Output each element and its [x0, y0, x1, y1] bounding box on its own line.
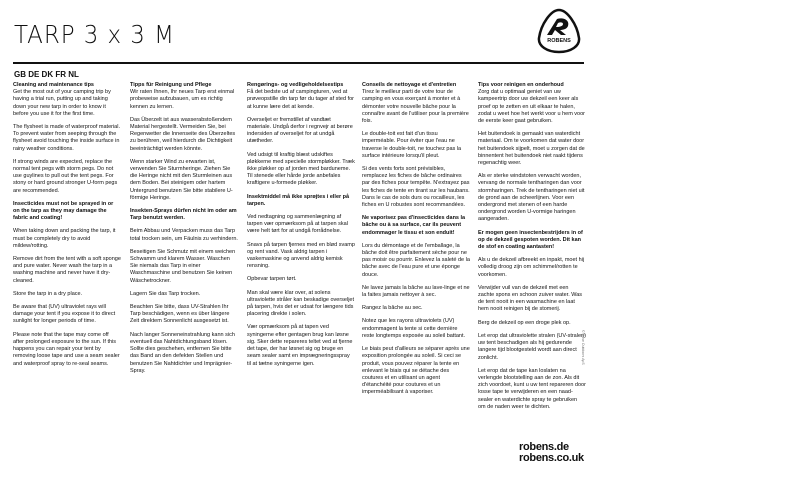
- warning-paragraph: Ne vaporisez pas d'insecticides dans la bâche ou à sa surface, car ils peuvent endommager le tissu et son enduit!: [362, 215, 466, 236]
- paragraph: Lors du démontage et de l'emballage, la bâche doit être parfaitement sèche pour ne pas moisir ou pourrir. Enlevez la saleté de la bâche avec de l'eau pure et une éponge douce.: [362, 242, 470, 278]
- header-divider: [13, 62, 584, 64]
- robens-logo: [537, 8, 581, 54]
- paragraph: Beachten Sie bitte, dass UV-Strahlen Ihr Tarp beschädigen, wenn es über längere Zeit direktem Sonnenlicht ausgesetzt ist.: [130, 304, 230, 325]
- paragraph: Si des vents forts sont prévisibles, remplacez les fiches de bâche ordinaires par des fiches pour tempête. N'extrayez pas les fiches de tente en tirant sur les haubans. Dans le cas de sols durs ou rocailleux, les fiches en U robustes sont recommandées.: [362, 166, 470, 209]
- column-gb: [13, 82, 121, 374]
- paragraph: Het buitendoek is gemaakt van waterdicht materiaal. Om te voorkomen dat water door het buitendoek sijpelt, moet u zorgen dat de binnentent het buitendoek niet raakt tijdens regenachtig weer.: [478, 131, 585, 167]
- section-heading: Tips voor reinigen en onderhoud: [478, 82, 564, 88]
- paragraph: Als er sterke windstoten verwacht worden, vervang de normale tentharingen dan voor stormharingen. Trek de tentharingen niet uit de grond aan de scheerlijnen. Voor een ondergrond met stenen of een harde ondergrond worden U-vormige haringen aangeraden.: [478, 173, 585, 223]
- paragraph: Lagern Sie das Tarp trocken.: [130, 290, 201, 297]
- paragraph: Be aware that (UV) ultraviolet rays will damage your tent if you expose it to direct sunlight for longer periods of time.: [13, 304, 116, 325]
- column-nl: [478, 82, 586, 417]
- paragraph: Zorg dat u optimaal geniet van uw kampeertrip door uw dekzeil een keer als proef op te zetten en uit elkaar te halen, zodat u weet hoe het werkt voor u hem voor de eerste keer gaat gebruiken.: [478, 89, 586, 125]
- footer-websites: [519, 442, 584, 464]
- paragraph: Le double-toit est fait d'un tissu imperméable. Pour éviter que l'eau ne traverse le double-toit, ne touchez pas la surface intérieure lorsqu'il pleut.: [362, 131, 462, 159]
- paragraph: Beim Abbau und Verpacken muss das Tarp total trocken sein, um Fäulnis zu verhindern.: [130, 228, 238, 242]
- language-codes: GB DE DK FR NL: [14, 70, 79, 79]
- warning-paragraph: Insektmiddel må ikke sprøjtes i eller på tarpen.: [247, 193, 350, 207]
- paragraph: Wenn starker Wind zu erwarten ist, verwenden Sie Sturmheringe. Ziehen Sie die Heringe nicht mit den Sturmleinen aus dem Boden. Bei steinigem oder hartem Untergrund benutzen Sie bitte stabilere U-förmige Heringe.: [130, 158, 233, 201]
- paragraph: Ne lavez jamais la bâche au lave-linge et ne la faites jamais nettoyer à sec.: [362, 284, 470, 299]
- paragraph: Nach langer Sonneneinstrahlung kann sich eventuell das Nahtdichtungsband lösen. Sollte dies geschehen, entfernen Sie bitte das Band an den defekten Stellen und benutzen Sie Nahtdichter und Imprägnier-Spray.: [130, 331, 235, 374]
- paragraph: Get the most out of your camping trip by having a trial run, putting up and taking down your new tarp in order to know it before you use it for the first time.: [13, 89, 111, 117]
- paragraph: Snavs på tarpen fjernes med en blød svamp og rent vand. Vask aldrig tarpen i vaskemaskine og anvend aldrig kemisk rensning.: [247, 241, 355, 270]
- paragraph: Ved nedtagning og sammenlægning af tarpen vær opmærksom på at tarpen skal være helt tørt for at undgå forrådnelse.: [247, 214, 348, 235]
- section-heading: Tipps für Reinigung und Pflege: [130, 82, 212, 88]
- warning-paragraph: Insekten-Sprays dürfen nicht im oder am Tarp benutzt werden.: [130, 208, 237, 222]
- paragraph: When taking down and packing the tarp, it must be completely dry to avoid mildew/rotting.: [13, 228, 116, 249]
- paragraph: Ved udsigt til kraftig blæst udskiftes pløkkerne med specielle stormpløkker. Træk ikke pløkker op af jorden med barduneme. Til stenede eller hårde jorde anbefales kraftigere u-formede pløkker.: [247, 151, 355, 187]
- paragraph: Beseitigen Sie Schmutz mit einem weichen Schwamm und klarem Wasser. Waschen Sie niemals das Tarp in einer Waschmaschine und benutzen Sie keinen Wäschetrockner.: [130, 248, 236, 284]
- website-de[interactable]: robens.de: [519, 441, 569, 453]
- warning-paragraph: Er mogen geen insectenbestrijders in of op de dekzeil gespoten worden. Dit kan de stof en coating aantasten!: [478, 229, 583, 251]
- paragraph: Verwijder vuil van de dekzeil met een zachte spons en schoon zuiver water. Was de tent nooit in een wasmachine en laat hem nooit reinigen bij de stomerij.: [478, 284, 583, 313]
- section-heading: Cleaning and maintenance tips: [13, 82, 94, 88]
- paragraph: Remove dirt from the tent with a soft sponge and pure water. Never wash the tarp in a washing machine and never have it dry-cleaned.: [13, 256, 121, 284]
- paragraph: Overseljet er fremstillet af vandtæt materiale. Undgå derfor i regnvejr at berøre indersiden af overseljet for at undgå utætheder.: [247, 116, 353, 145]
- paragraph: Als u de dekzeil afbreekt en inpakt, moet hij volledig droog zijn om schimmel/rotten te voorkomen.: [478, 257, 585, 278]
- paragraph: Le biais peut d'ailleurs se séparer après une exposition prolongée au soleil. Si ceci se produit, vous pouvez réparer la tente en enlevant le biais qui se détache des coutures et en utilisant un agent d'étanchéité pour coutures et un imperméabilisant à vaporiser.: [362, 346, 470, 396]
- paragraph: Berg de dekzeil op een droge plek op.: [478, 319, 571, 326]
- paragraph: Få det bedste ud af campingturen, ved at prøveopstille din tarp før du tager af sted for at kunne lære det at kende.: [247, 89, 354, 110]
- paragraph: Wir raten Ihnen, Ihr neues Tarp erst einmal probeweise aufzubauen, um es richtig kennen zu lernen.: [130, 89, 235, 110]
- paragraph: Man skal være klar over, at solens ultraviolette stråler kan beskadige overseljet på tarpen, hvis det er udsat for længere tids placering direkte i solen.: [247, 289, 355, 318]
- column-fr: [362, 82, 470, 403]
- paragraph: Rangez la bâche au sec.: [362, 305, 423, 312]
- warning-paragraph: Insecticides must not be sprayed in or on the tarp as they may damage the fabric and coating!: [13, 200, 114, 222]
- paragraph: Store the tarp in a dry place.: [13, 290, 83, 297]
- document-title: TARP 3 x 3 M: [14, 20, 175, 49]
- paragraph: Let erop dat ultraviolette stralen (UV-stralen) uw tent beschadigen als hij gedurende langere tijd blootgesteld wordt aan direct zonlicht.: [478, 332, 586, 361]
- paragraph: Tirez le meilleur parti de votre tour de camping en vous exerçant à monter et à démonter votre nouvelle bâche pour la connaître avant de l'utiliser pour la première fois.: [362, 89, 469, 125]
- paragraph: Notez que les rayons ultraviolets (UV) endommagent la tente si cette dernière reste longtemps exposée au soleil battant.: [362, 318, 466, 339]
- paragraph: Let erop dat de tape kan loslaten na verlengde blootstelling aan de zon. Als dit zich voordoet, kunt u uw tent repareren door losse tape te verwijderen en een naad-sealer en waterdichte spray te gebruiken om de naden weer te dichten.: [478, 367, 586, 410]
- paragraph: The flysheet is made of waterproof material. To prevent water from seeping through the flysheet avoid touching the inside surface in rainy weather conditions.: [13, 124, 120, 152]
- paragraph: Opbevar tarpen tørt.: [247, 276, 297, 283]
- column-dk: [247, 82, 355, 374]
- copyright-note: © Oase Outdoors ApS: [581, 330, 585, 365]
- svg-text:ROBENS: ROBENS: [547, 38, 571, 44]
- website-uk[interactable]: robens.co.uk: [519, 452, 584, 464]
- paragraph: Please note that the tape may come off after prolonged exposure to the sun. If this happens you can repair your tent by removing loose tape and use a seam sealer and waterproof spray to re-seal seams.: [13, 331, 120, 367]
- section-heading: Rengørings- og vedligeholdelsestips: [247, 82, 344, 88]
- paragraph: If strong winds are expected, replace the normal tent pegs with storm pegs. Do not use guylines to pull out the tent pegs. For stony or hard ground stronger U-form pegs are recommended.: [13, 158, 118, 194]
- column-de: [130, 82, 238, 381]
- paragraph: Das Überzelt ist aus wasserabstoßendem Material hergestellt. Vermeiden Sie, bei Regenwetter die Innenseite des Überzeltes zu berühren, weil hierdurch die Dichtigkeit beeinträchtigt werden könnte.: [130, 116, 236, 152]
- section-heading: Conseils de nettoyage et d'entretien: [362, 82, 457, 88]
- paragraph: Vær opmærksom på at tapen ved syningerne efter gentagen brug kan løsne sig. Sker dette repareres teltet ved at fjerne det tape, der har løsnet sig og bruge en seam sealer samt en imprægneringsspray til at tætne syningerne igen.: [247, 324, 353, 367]
